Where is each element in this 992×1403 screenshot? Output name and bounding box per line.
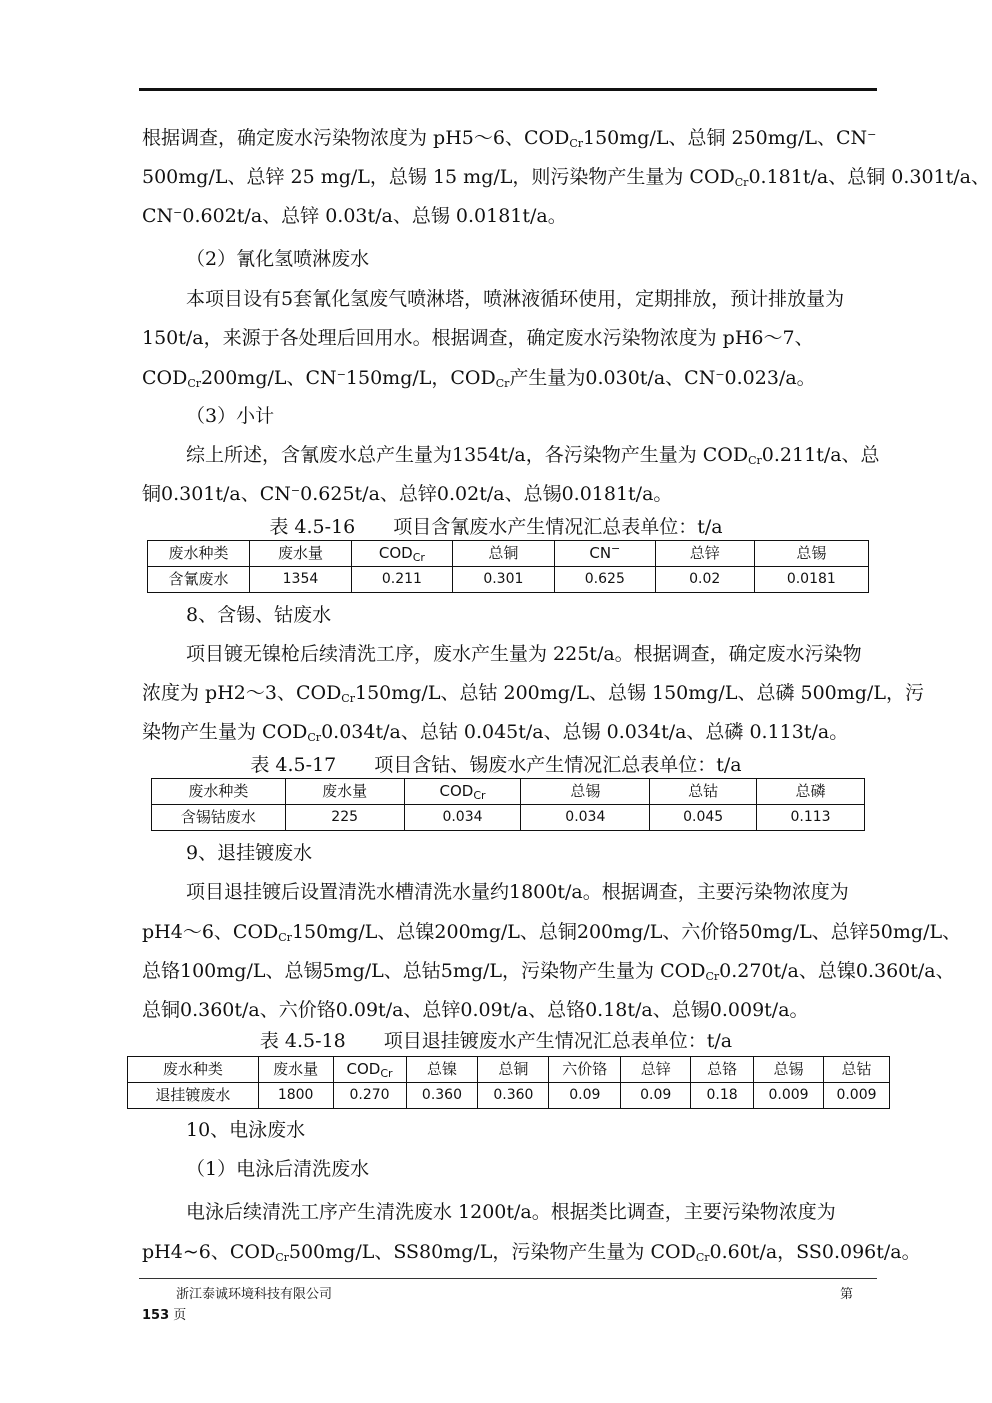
table-cell: 0.02	[655, 567, 754, 593]
table-cell: 1800	[258, 1083, 333, 1109]
table-cell: 0.09	[621, 1083, 691, 1109]
footer-page-number	[142, 1304, 186, 1323]
footer-rule	[139, 1278, 877, 1279]
para-5-line-4: 总铜0.360t/a、六价铬0.09t/a、总锌0.09t/a、总铬0.18t/a、总锡0.009t/a。	[142, 999, 809, 1021]
table-16-header: 总锡	[754, 541, 868, 567]
page-number: 153	[142, 1308, 170, 1323]
table-cell: 含锡钴废水	[152, 805, 286, 831]
table-18-header: $COD_{Cr}$	[333, 1057, 406, 1083]
para-4-line-1: 项目镀无镍枪后续清洗工序，废水产生量为 225t/a。根据调查，确定废水污染物	[186, 643, 862, 665]
table-cell: 0.270	[333, 1083, 406, 1109]
para-2-line-1: 本项目设有5套氰化氢废气喷淋塔，喷淋液循环使用，定期排放，预计排放量为	[186, 288, 845, 310]
table-cell: 0.211	[351, 567, 452, 593]
table-18-header: 废水量	[258, 1057, 333, 1083]
para-5-line-3: 总铬100mg/L、总锡5mg/L、总钴5mg/L，污染物产生量为 $COD_{Cr}0.270t/a$、总镍0.360t/a、	[142, 960, 955, 983]
section-9-heading: 9、退挂镀废水	[186, 842, 313, 864]
para-1-line-2: 500mg/L、总锌 25 mg/L，总锡 15 mg/L，则污染物产生量为 $COD_{Cr}0.181t/a$、总铜 0.301t/a、	[142, 166, 991, 189]
table-cell: 0.301	[452, 567, 554, 593]
table-cell: 0.113	[757, 805, 865, 831]
para-1-line-1: 根据调查，确定废水污染物浓度为 pH5～6、$COD_{Cr}150mg/L$、总铜 250mg/L、CN−	[142, 127, 877, 150]
table-17-caption: 表 4.5-17 项目含钴、锡废水产生情况汇总表单位：t/a	[250, 754, 742, 776]
table-18-header: 总锡	[754, 1057, 824, 1083]
table-cell: 0.009	[754, 1083, 824, 1109]
table-18-header: 总铜	[478, 1057, 549, 1083]
table-cell: 0.360	[478, 1083, 549, 1109]
table-cell: 0.0181	[754, 567, 868, 593]
footer-page-prefix: 第	[840, 1287, 854, 1302]
table-18-header: 废水种类	[128, 1057, 259, 1083]
table-17-header: 总磷	[757, 779, 865, 805]
table-cell: 0.009	[823, 1083, 889, 1109]
table-row	[128, 1083, 890, 1109]
table-16-header: 总锌	[655, 541, 754, 567]
table-cell: 0.034	[521, 805, 650, 831]
para-6-line-1: 电泳后续清洗工序产生清洗废水 1200t/a。根据类比调查，主要污染物浓度为	[186, 1201, 836, 1223]
section-10-heading: 10、电泳废水	[186, 1119, 306, 1141]
table-cell: 含氰废水	[148, 567, 250, 593]
table-17-header: 总锡	[521, 779, 650, 805]
heading-electrophoresis-rinse: （1）电泳后清洗废水	[186, 1158, 370, 1180]
table-16-header: CN−	[554, 541, 655, 567]
header-rule	[139, 88, 877, 91]
para-5-line-2: pH4～6、$COD_{Cr}150mg/L$、总镍200mg/L、总铜200mg/L、六价铬50mg/L、总锌50mg/L、	[142, 921, 962, 944]
table-16-caption: 表 4.5-16 项目含氰废水产生情况汇总表单位：t/a	[269, 516, 723, 538]
table-cell: 0.18	[691, 1083, 754, 1109]
table-row	[152, 805, 865, 831]
table-cell: 0.034	[404, 805, 521, 831]
para-1-line-3: CN−0.602t/a、总锌 0.03t/a、总锡 0.0181t/a。	[142, 205, 567, 227]
table-row	[148, 567, 869, 593]
table-17-header: $COD_{Cr}$	[404, 779, 521, 805]
table-cell: 1354	[249, 567, 351, 593]
footer-page-suffix: 页	[173, 1308, 187, 1323]
table-17-header: 废水种类	[152, 779, 286, 805]
para-5-line-1: 项目退挂镀后设置清洗水槽清洗水量约1800t/a。根据调查，主要污染物浓度为	[186, 881, 849, 903]
para-3-line-1: 综上所述，含氰废水总产生量为1354t/a，各污染物产生量为 $COD_{Cr}0.211t/a$、总	[186, 444, 880, 467]
table-17	[151, 778, 865, 831]
table-18-header: 总钴	[823, 1057, 889, 1083]
table-cell: 0.360	[406, 1083, 478, 1109]
table-cell: 0.625	[554, 567, 655, 593]
table-cell: 0.09	[549, 1083, 621, 1109]
heading-hcn-spray: （2）氰化氢喷淋废水	[186, 248, 370, 270]
table-cell: 225	[285, 805, 404, 831]
table-16-header: $COD_{Cr}$	[351, 541, 452, 567]
table-18-header: 总锌	[621, 1057, 691, 1083]
table-18	[127, 1056, 890, 1109]
para-4-line-2: 浓度为 pH2～3、$COD_{Cr}150mg/L$、总钴 200mg/L、总锡 150mg/L、总磷 500mg/L，污	[142, 682, 924, 705]
table-17-header: 废水量	[285, 779, 404, 805]
table-16	[147, 540, 869, 593]
table-17-header: 总钴	[650, 779, 757, 805]
table-18-header: 总镍	[406, 1057, 478, 1083]
table-16-header: 废水种类	[148, 541, 250, 567]
para-3-line-2: 铜0.301t/a、CN−0.625t/a、总锌0.02t/a、总锡0.0181t/a。	[142, 483, 673, 505]
section-8-heading: 8、含锡、钴废水	[186, 604, 332, 626]
para-6-line-2: pH4~6、$COD_{Cr}500mg/L$、SS80mg/L，污染物产生量为 $COD_{Cr}0.60t/a$，SS0.096t/a。	[142, 1241, 921, 1264]
para-4-line-3: 染物产生量为 $COD_{Cr}0.034t/a$、总钴 0.045t/a、总锡 0.034t/a、总磷 0.113t/a。	[142, 721, 849, 744]
table-16-header: 废水量	[249, 541, 351, 567]
para-2-line-3: $COD_{Cr}200mg/L$、CN−150mg/L，$COD_{Cr}$产生量为0.030t/a、CN−0.023/a。	[142, 367, 816, 390]
table-18-caption: 表 4.5-18 项目退挂镀废水产生情况汇总表单位：t/a	[259, 1030, 733, 1052]
table-18-header: 总铬	[691, 1057, 754, 1083]
table-18-header: 六价铬	[549, 1057, 621, 1083]
table-16-header: 总铜	[452, 541, 554, 567]
footer-company: 浙江泰诚环境科技有限公司	[176, 1287, 333, 1302]
heading-subtotal: （3）小计	[186, 405, 275, 427]
table-cell: 0.045	[650, 805, 757, 831]
table-cell: 退挂镀废水	[128, 1083, 259, 1109]
para-2-line-2: 150t/a，来源于各处理后回用水。根据调查，确定废水污染物浓度为 pH6～7、	[142, 327, 814, 349]
